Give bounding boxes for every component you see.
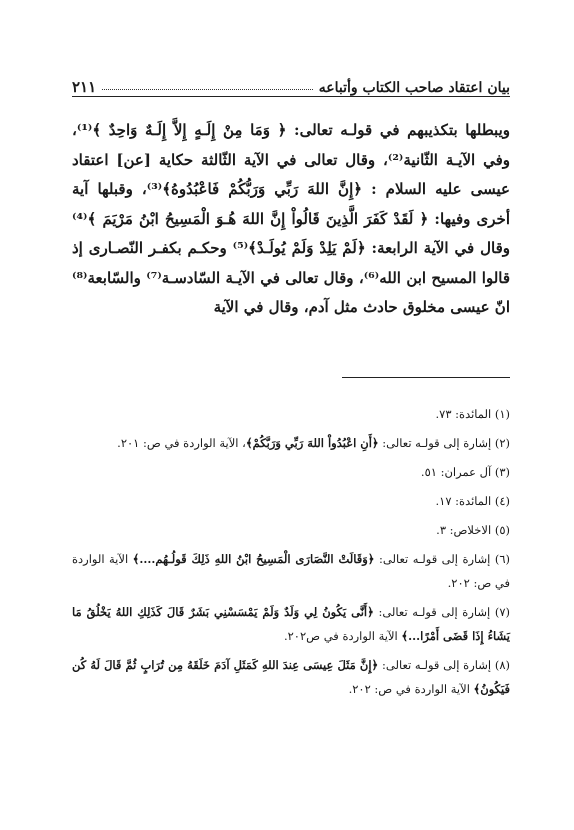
footnote-2-ref: ، الآية الواردة في ص: ٢٠١. <box>117 436 246 450</box>
running-header <box>72 74 510 97</box>
header-dotted-leader <box>102 89 313 90</box>
page-number: ٢١١ <box>72 78 97 96</box>
body-paragraph: ويبطلها بتكذيبهم في قولـه تعالى: ﴿ وَمَا مِنْ إِلَـهٍ إِلاَّ إِلَـهٌ وَاحِدٌ ﴾⁽¹⁾، وفي الآيـة الثّانية⁽²⁾، وقال تعالى في الآية الثّالثة حكاية [عن] اعتقاد عيسى عليه السلام : ﴿إِنَّ اللهَ رَبِّي وَرَبُّكُمْ فَاعْبُدُوهُ﴾⁽³⁾، وقبلها آية أخرى وفيها: ﴿ لَقَدْ كَفَرَ الَّذِينَ قَالُواْ إِنَّ اللهَ هُـوَ الْمَسِيحُ ابْنُ مَرْيَمَ ﴾⁽⁴⁾ وقال في الآية الرابعة: ﴿لَمْ يَلِدْ وَلَمْ يُولَـدْ﴾⁽⁵⁾ وحكـم بكفـر النّصـارى إذ قالوا المسيح ابن الله⁽⁶⁾، وقال تعالى في الآيـة السّادسـة⁽⁷⁾ والسّابعة⁽⁸⁾ انّ عيسى مخلوق حادث مثل آدم، وقال في الآية <box>72 121 511 316</box>
footnote-2 <box>72 431 510 455</box>
footnotes <box>72 402 510 706</box>
footnote-6-ref: الآية الواردة في ص: ٢٠٢. <box>72 552 510 590</box>
footnote-6-lead: (٦) إشارة إلى قولـه تعالى: <box>374 552 511 566</box>
footnote-8-lead: (٨) إشارة إلى قولـه تعالى: <box>378 658 510 672</box>
footnote-7-quote: ﴿أَنَّى يَكُونُ لِي وَلَدٌ وَلَمْ يَمْسَسْنِي بَشَرٌ قَالَ كَذَلِكِ اللهُ يَخْلُقُ مَا يَشَاءُ إِذَا قَضَى أَمْرًا...﴾ <box>72 605 510 643</box>
footnote-5: (٥) الاخلاص: ٣. <box>436 523 510 537</box>
footnote-8-quote: ﴿إِنَّ مَثَلَ عِيسَى عِندَ اللهِ كَمَثَلِ آدَمَ خَلَقَهُ مِن تُرَابٍ ثُمَّ قَالَ لَهُ كُن فَيَكُونُ﴾ <box>72 658 510 696</box>
footnote-7-lead: (٧) إشارة إلى قولـه تعالى: <box>373 605 511 619</box>
footnote-2-quote: ﴿أَنِ اعْبُدُواْ اللهَ رَبِّي وَرَبَّكُمْ﴾ <box>245 436 379 450</box>
footnote-7-ref: الآية الواردة في ص٢٠٢. <box>283 629 402 643</box>
main-text <box>72 116 510 323</box>
footnote-separator <box>342 377 510 378</box>
footnote-8 <box>72 653 510 701</box>
footnote-7 <box>72 600 510 648</box>
footnote-6-quote: ﴿وَقَالَتْ النَّصَارَى الْمَسِيحُ ابْنُ اللهِ ذَلِكَ قَولُـهُم....﴾ <box>132 552 375 566</box>
footnote-3: (٣) آل عمران: ٥١. <box>420 465 510 479</box>
footnote-2-lead: (٢) إشارة إلى قولـه تعالى: <box>378 436 510 450</box>
footnote-4: (٤) المائدة: ١٧. <box>435 494 510 508</box>
footnote-8-ref: الآية الواردة في ص: ٢٠٢. <box>348 682 474 696</box>
footnote-6 <box>72 547 510 595</box>
header-title: بيان اعتقاد صاحب الكتاب وأتباعه <box>318 80 510 96</box>
footnote-1: (١) المائدة: ٧٣. <box>435 407 510 421</box>
